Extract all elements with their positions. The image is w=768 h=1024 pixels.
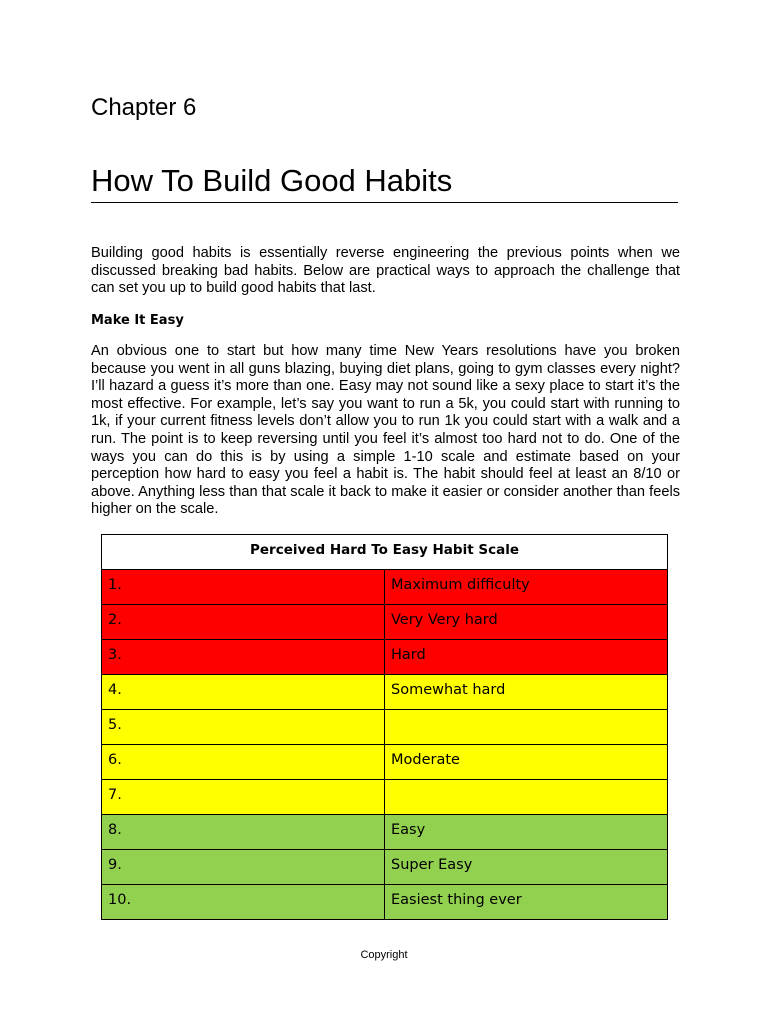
table-row xyxy=(102,640,668,675)
table-row xyxy=(102,885,668,920)
scale-number: 8. xyxy=(102,815,385,850)
scale-number: 4. xyxy=(102,675,385,710)
page-title: How To Build Good Habits xyxy=(91,162,678,203)
chapter-label: Chapter 6 xyxy=(91,94,197,121)
habit-scale-table xyxy=(101,534,668,920)
table-header: Perceived Hard To Easy Habit Scale xyxy=(102,535,668,570)
scale-number: 7. xyxy=(102,780,385,815)
table-row xyxy=(102,605,668,640)
scale-label: Easiest thing ever xyxy=(385,885,668,920)
scale-label xyxy=(385,710,668,745)
scale-number: 2. xyxy=(102,605,385,640)
table-row xyxy=(102,745,668,780)
footer-copyright: Copyright xyxy=(360,949,408,961)
table-row xyxy=(102,815,668,850)
scale-label: Moderate xyxy=(385,745,668,780)
scale-label: Maximum difficulty xyxy=(385,570,668,605)
scale-label: Somewhat hard xyxy=(385,675,668,710)
scale-number: 5. xyxy=(102,710,385,745)
table-header-row xyxy=(102,535,668,570)
scale-label: Hard xyxy=(385,640,668,675)
section-paragraph: An obvious one to start but how many time New Years resolutions have you broken because you went in all guns blazing, buying diet plans, going to gym classes every night? I’ll hazard a guess it’s more than one. Easy may not sound like a sexy place to start it’s the most effective. For example, let’s say you want to run a 5k, you could start with running to 1k, if your current fitness levels don’t allow you to run 1k you could start with a walk and a run. The point is to keep reversing until you feel it’s almost too hard not to do. One of the ways you can do this is by using a simple 1-10 scale and estimate based on your perception how hard to easy you feel a habit is. The habit should feel at least an 8/10 or above. Anything less than that scale it back to make it easier or consider another than feels higher on the scale. xyxy=(91,343,680,518)
table-row xyxy=(102,675,668,710)
scale-label xyxy=(385,780,668,815)
scale-number: 6. xyxy=(102,745,385,780)
scale-number: 9. xyxy=(102,850,385,885)
scale-label: Very Very hard xyxy=(385,605,668,640)
table-row xyxy=(102,780,668,815)
section-heading: Make It Easy xyxy=(91,313,184,328)
intro-paragraph: Building good habits is essentially reverse engineering the previous points when we discussed breaking bad habits. Below are practical ways to approach the challenge that can set you up to build good habits that last. xyxy=(91,245,680,297)
scale-number: 1. xyxy=(102,570,385,605)
table-row xyxy=(102,710,668,745)
table-row xyxy=(102,570,668,605)
scale-label: Super Easy xyxy=(385,850,668,885)
table-row xyxy=(102,850,668,885)
scale-label: Easy xyxy=(385,815,668,850)
scale-number: 3. xyxy=(102,640,385,675)
scale-number: 10. xyxy=(102,885,385,920)
